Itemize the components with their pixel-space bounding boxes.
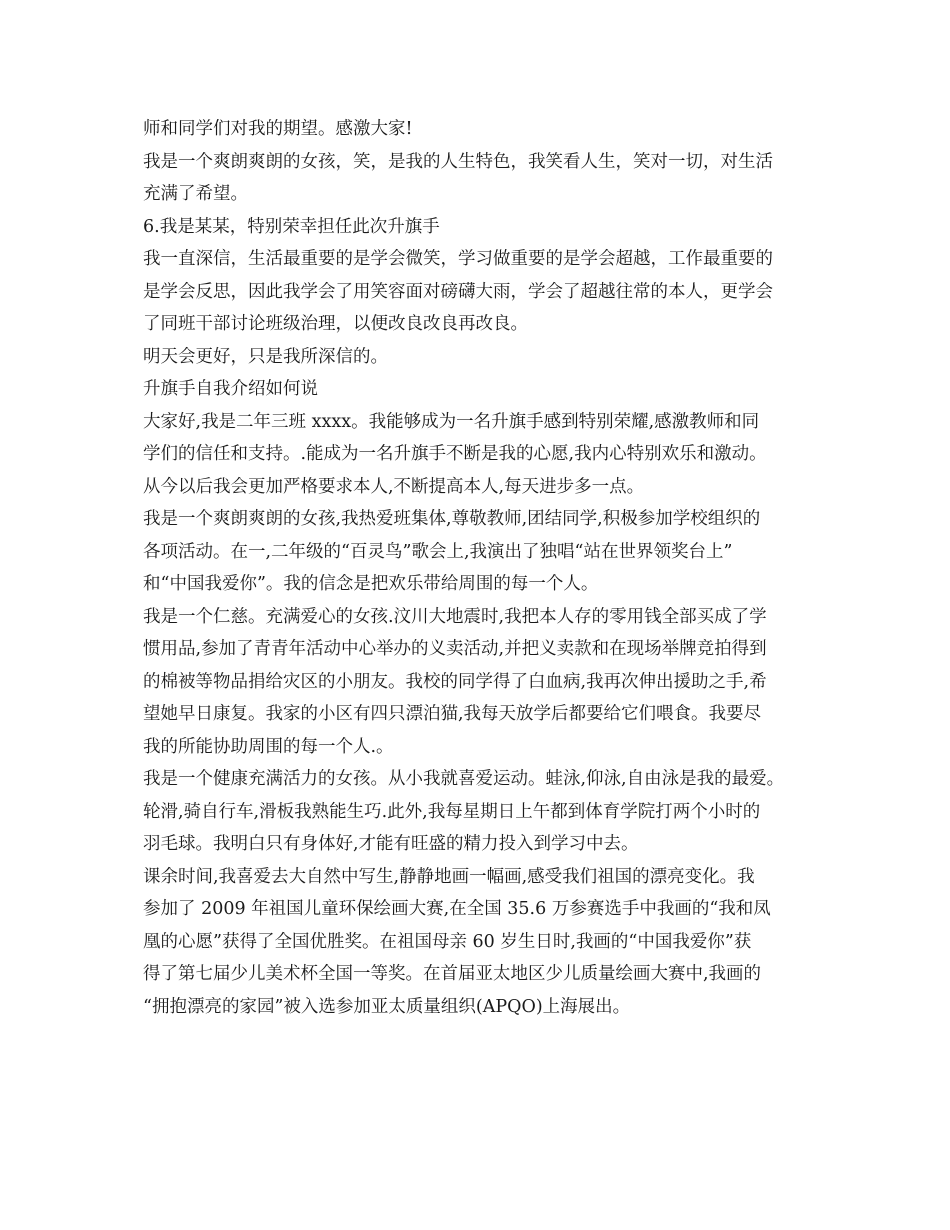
text-line: 我是一个爽朗爽朗的女孩，笑，是我的人生特色，我笑看人生，笑对一切，对生活	[143, 151, 773, 172]
text-line: 师和同学们对我的期望。感激大家!	[143, 119, 413, 139]
paragraph	[143, 861, 833, 1024]
text-line: 各项活动。在一,二年级的“百灵鸟”歌会上,我演出了独唱“站在世界领奖台上”	[143, 541, 733, 562]
text-line: 了同班干部讨论班级治理，以便改良改良再改良。	[143, 314, 528, 334]
text-line: 我的所能协助周围的每一个人.。	[143, 736, 394, 757]
text-line: 轮滑,骑自行车,滑板我熟能生巧.此外,我每星期日上午都到体育学院打两个小时的	[143, 801, 761, 822]
paragraph	[143, 243, 833, 341]
text-line: 是学会反思，因此我学会了用笑容面对磅礴大雨，学会了超越往常的本人，更学会	[143, 281, 773, 302]
text-line: 6.我是某某，特别荣幸担任此次升旗手	[143, 216, 440, 237]
text-line: 参加了 2009 年祖国儿童环保绘画大赛,在全国 35.6 万参赛选手中我画的“我和凤	[143, 899, 771, 919]
text-line: 我是一个爽朗爽朗的女孩,我热爱班集体,尊敬教师,团结同学,积极参加学校组织的	[143, 509, 761, 529]
text-line: 惯用品,参加了青青年活动中心举办的义卖活动,并把义卖款和在现场举牌竞拍得到	[143, 639, 767, 659]
text-line: 凰的心愿”获得了全国优胜奖。在祖国母亲 60 岁生日时,我画的“中国我爱你”获	[143, 931, 752, 952]
text-line: 羽毛球。我明白只有身体好,才能有旺盛的精力投入到学习中去。	[143, 834, 639, 854]
paragraph	[143, 763, 833, 861]
document-page	[143, 113, 833, 1023]
text-line: 我一直深信，生活最重要的是学会微笑，学习做重要的是学会超越，工作最重要的	[143, 249, 773, 269]
text-line: “拥抱漂亮的家园”被入选参加亚太质量组织(APQO)上海展出。	[143, 996, 631, 1017]
section-heading	[143, 211, 833, 244]
text-line: 升旗手自我介绍如何说	[143, 379, 318, 399]
text-line: 学们的信任和支持。.能成为一名升旗手不断是我的心愿,我内心特别欢乐和激动。	[143, 444, 767, 464]
text-line: 充满了希望。	[143, 184, 248, 204]
paragraph	[143, 406, 833, 504]
text-line: 明天会更好，只是我所深信的。	[143, 346, 388, 367]
text-line: 课余时间,我喜爱去大自然中写生,静静地画一幅画,感受我们祖国的漂亮变化。我	[143, 866, 755, 887]
section-heading	[143, 373, 833, 406]
text-line: 大家好,我是二年三班 xxxx。我能够成为一名升旗手感到特别荣耀,感激教师和同	[143, 411, 760, 432]
text-line: 的棉被等物品捐给灾区的小朋友。我校的同学得了白血病,我再次伸出援助之手,希	[143, 671, 767, 692]
paragraph	[143, 341, 833, 374]
text-line: 和“中国我爱你”。我的信念是把欢乐带给周围的每一个人。	[143, 574, 599, 594]
text-line: 望她早日康复。我家的小区有四只漂泊猫,我每天放学后都要给它们喂食。我要尽	[143, 704, 762, 724]
text-line: 从今以后我会更加严格要求本人,不断提高本人,每天进步多一点。	[143, 476, 645, 497]
text-line: 得了第七届少儿美术杯全国一等奖。在首届亚太地区少儿质量绘画大赛中,我画的	[143, 964, 762, 984]
paragraph	[143, 601, 833, 764]
paragraph	[143, 503, 833, 601]
text-line: 我是一个健康充满活力的女孩。从小我就喜爱运动。蛙泳,仰泳,自由泳是我的最爱。	[143, 769, 785, 789]
paragraph	[143, 146, 833, 211]
paragraph	[143, 113, 833, 146]
text-line: 我是一个仁慈。充满爱心的女孩.汶川大地震时,我把本人存的零用钱全部买成了学	[143, 606, 767, 627]
